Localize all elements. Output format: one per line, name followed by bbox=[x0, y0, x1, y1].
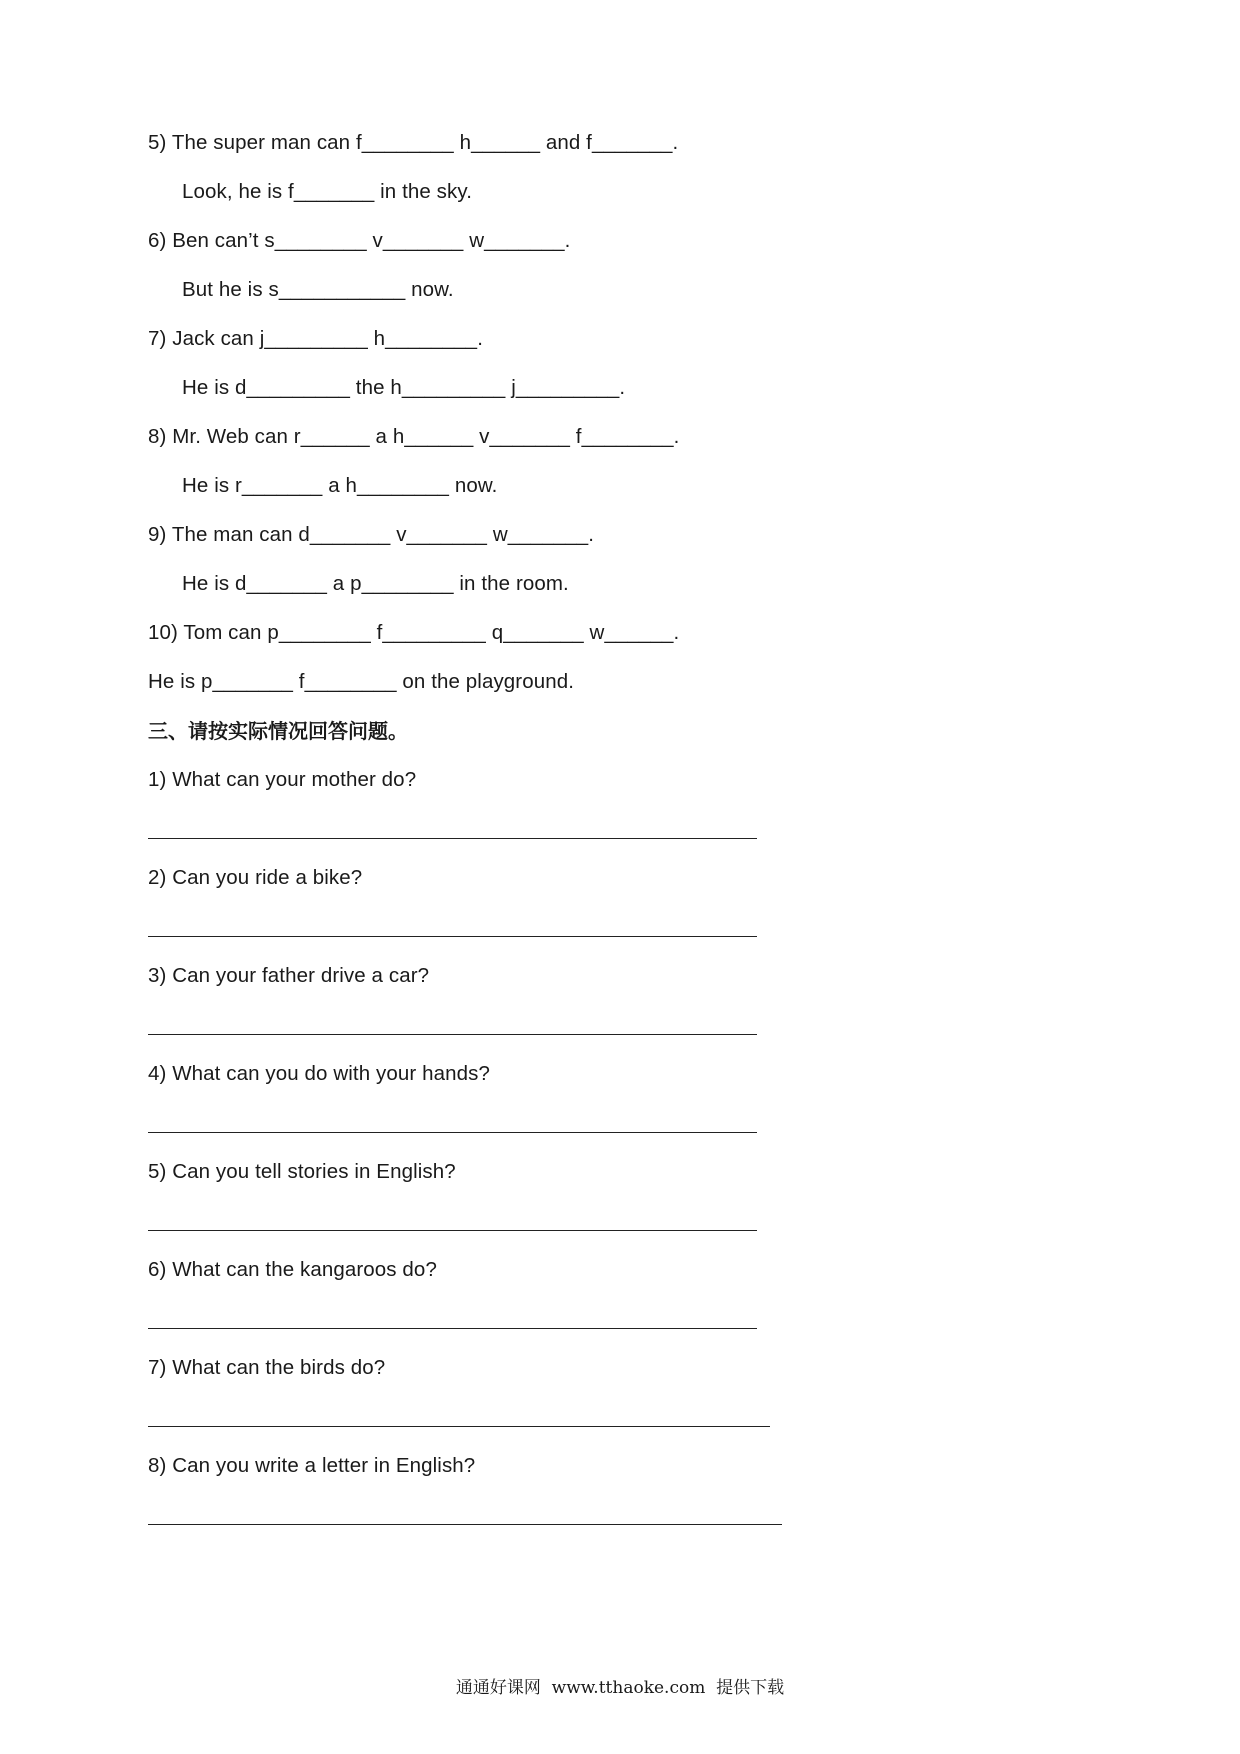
question-7: 7) What can the birds do? bbox=[148, 1356, 386, 1379]
exercise-8-line-a: 8) Mr. Web can r______ a h______ v_______ f________. bbox=[148, 425, 680, 448]
exercise-7-line-a: 7) Jack can j_________ h________. bbox=[148, 327, 483, 350]
question-4: 4) What can you do with your hands? bbox=[148, 1062, 490, 1085]
exercise-7-line-b: He is d_________ the h_________ j_________. bbox=[182, 376, 626, 399]
answer-line-1[interactable] bbox=[148, 838, 757, 839]
question-2: 2) Can you ride a bike? bbox=[148, 866, 363, 889]
exercise-10-line-a: 10) Tom can p________ f_________ q_______ w______. bbox=[148, 621, 680, 644]
answer-line-8[interactable] bbox=[148, 1524, 782, 1525]
question-5: 5) Can you tell stories in English? bbox=[148, 1160, 456, 1183]
exercise-8-line-b: He is r_______ a h________ now. bbox=[182, 474, 498, 497]
exercise-9-line-b: He is d_______ a p________ in the room. bbox=[182, 572, 569, 595]
exercise-6-line-a: 6) Ben can’t s________ v_______ w_______. bbox=[148, 229, 571, 252]
answer-line-2[interactable] bbox=[148, 936, 757, 937]
exercise-10-line-b: He is p_______ f________ on the playground. bbox=[148, 670, 575, 693]
answer-line-3[interactable] bbox=[148, 1034, 757, 1035]
answer-line-7[interactable] bbox=[148, 1426, 770, 1427]
exercise-5-line-a: 5) The super man can f________ h______ and f_______. bbox=[148, 131, 679, 154]
question-6: 6) What can the kangaroos do? bbox=[148, 1258, 437, 1281]
answer-line-6[interactable] bbox=[148, 1328, 757, 1329]
question-1: 1) What can your mother do? bbox=[148, 768, 417, 791]
section-three-heading: 三、请按实际情况回答问题。 bbox=[148, 719, 408, 743]
exercise-6-line-b: But he is s___________ now. bbox=[182, 278, 454, 301]
answer-line-5[interactable] bbox=[148, 1230, 757, 1231]
exercise-9-line-a: 9) The man can d_______ v_______ w_______. bbox=[148, 523, 595, 546]
question-3: 3) Can your father drive a car? bbox=[148, 964, 430, 987]
page-footer: 通通好课网 www.tthaoke.com 提供下载 bbox=[455, 1678, 785, 1698]
answer-line-4[interactable] bbox=[148, 1132, 757, 1133]
exercise-5-line-b: Look, he is f_______ in the sky. bbox=[182, 180, 473, 203]
question-8: 8) Can you write a letter in English? bbox=[148, 1454, 476, 1477]
